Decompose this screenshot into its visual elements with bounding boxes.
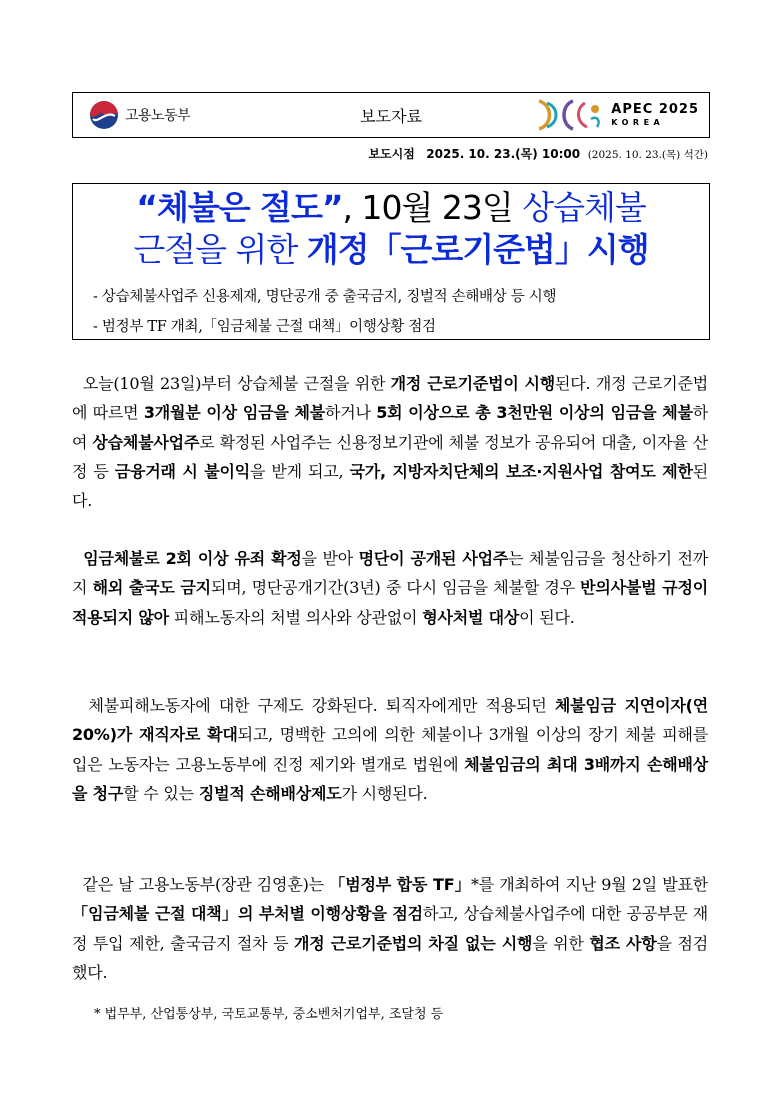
- apec-country-text: KOREA: [611, 118, 665, 127]
- emphasis-span: 개정 근로기준법의 차질 없는 시행: [294, 933, 533, 953]
- headline-box: [72, 183, 710, 340]
- text-span: 이 된다.: [519, 607, 575, 627]
- text-span: 오늘(10월 23일)부터 상습체불 근절을 위한: [82, 374, 391, 393]
- press-release-header: [72, 92, 710, 138]
- text-span: 하거나: [325, 403, 377, 423]
- body-paragraph-3: [72, 691, 708, 808]
- text-span: 을 점검했다.: [72, 933, 708, 982]
- emphasis-span: 금융거래 시 불이익: [114, 461, 250, 481]
- emphasis-span: 해외 출국도 금지: [92, 578, 211, 598]
- emphasis-span: 국가, 지방자치단체의 보조·지원사업 참여도 제한: [349, 461, 693, 481]
- emphasis-span: 5회 이상으로 총 3천만원 이상의 임금을 체불: [376, 403, 693, 423]
- emphasis-span: 반의사불벌 규정이 적용되지 않아: [72, 578, 708, 627]
- body-paragraph-2: [72, 544, 708, 632]
- emphasis-span: 「임금체불 근절 대책」의 부처별 이행상황을 점검: [72, 904, 423, 924]
- apec-year-text: APEC 2025: [611, 102, 699, 117]
- text-span: 하고, 상습체불사업주에 대한 공공부문 재정 투입 제한, 출국금지 절차 등: [72, 904, 708, 953]
- subheadline-1: - 상습체불사업주 신용제재, 명단공개 중 출국금지, 징벌적 손해배상 등 시행: [93, 289, 557, 305]
- text-span: 할 수 있는: [123, 783, 199, 803]
- emphasis-span: 개정 근로기준법이 시행: [390, 374, 556, 393]
- headline-line-2: [73, 230, 709, 270]
- emphasis-span: 3개월분 이상 임금을 체불: [143, 403, 326, 423]
- text-span: 되고, 명백한 고의에 의한 체불이나 3개월 이상의 장기 체불 피해를 입은 노동자는 고용노동부에 진정 제기와 별개로 법원에: [72, 725, 709, 774]
- text-span: 된다.: [72, 461, 709, 511]
- body-paragraph-1: [72, 369, 708, 515]
- text-span: 같은 날 고용노동부(장관 김영훈)는: [82, 875, 330, 894]
- release-paper-edition: (2025. 10. 23.(목) 석간): [587, 149, 708, 161]
- headline-line-1: [73, 188, 709, 228]
- text-span: 피해노동자의 처벌 의사와 상관없이: [168, 607, 423, 627]
- ministry-name: 고용노동부: [125, 108, 191, 124]
- release-label: 보도시점: [368, 147, 415, 161]
- text-span: 되며, 명단공개기간(3년) 중 다시 임금을 체불할 경우: [210, 578, 581, 598]
- apec-wordmark: [611, 103, 699, 127]
- text-span: 가 시행된다.: [341, 783, 428, 803]
- headline-law: 개정「근로기준법」시행: [306, 230, 649, 269]
- text-span: 을 위한: [532, 933, 590, 953]
- emphasis-span: 협조 사항: [589, 933, 657, 953]
- doc-type-label: 보도자료: [360, 107, 422, 126]
- emphasis-span: 임금체불로 2회 이상 유죄 확정: [83, 549, 302, 568]
- headline-purpose: 근절을 위한: [133, 230, 307, 269]
- headline-date: , 10월 23일: [342, 188, 523, 227]
- text-span: 하여: [72, 403, 709, 452]
- apec-emblem-icon: [535, 97, 605, 133]
- emphasis-span: 체불임금 지연이자(연 20%)가 재직자로 확대: [72, 696, 708, 745]
- text-span: 을 받아: [301, 549, 359, 568]
- subheadline-2: - 범정부 TF 개최,「임금체불 근절 대책」이행상황 점검: [93, 319, 436, 335]
- headline-quote: “체불은 절도”: [136, 188, 343, 227]
- text-span: 체불피해노동자에 대한 구제도 강화된다. 퇴직자에게만 적용되던: [88, 696, 555, 715]
- text-span: 을 받게 되고,: [249, 461, 350, 481]
- text-span: 된다. 개정 근로기준법에 따르면: [72, 374, 709, 423]
- body-paragraph-4: [72, 870, 708, 987]
- footnote: * 법무부, 산업통상부, 국토교통부, 중소벤처기업부, 조달청 등: [94, 1007, 444, 1022]
- emphasis-span: 체불임금의 최대 3배까지 손해배상을 청구: [72, 754, 708, 803]
- emphasis-span: 명단이 공개된 사업주: [358, 549, 509, 568]
- emphasis-span: 징벌적 손해배상제도: [198, 783, 342, 803]
- emphasis-span: 「범정부 합동 TF」: [329, 875, 471, 894]
- text-span: 는 체불임금을 청산하기 전까지: [72, 549, 709, 598]
- emphasis-span: 형사처벌 대상: [422, 607, 520, 627]
- emphasis-span: 상습체불사업주: [92, 432, 200, 452]
- text-span: 로 확정된 사업주는 신용정보기관에 체불 정보가 공유되어 대출, 이자율 산정 등: [72, 432, 708, 481]
- apec-logo: [535, 95, 699, 135]
- text-span: *를 개최하여 지난 9월 2일 발표한: [470, 875, 708, 894]
- headline-keyword: 상습체불: [522, 188, 646, 227]
- release-datetime: 2025. 10. 23.(목) 10:00: [426, 147, 581, 161]
- release-time: [368, 145, 708, 162]
